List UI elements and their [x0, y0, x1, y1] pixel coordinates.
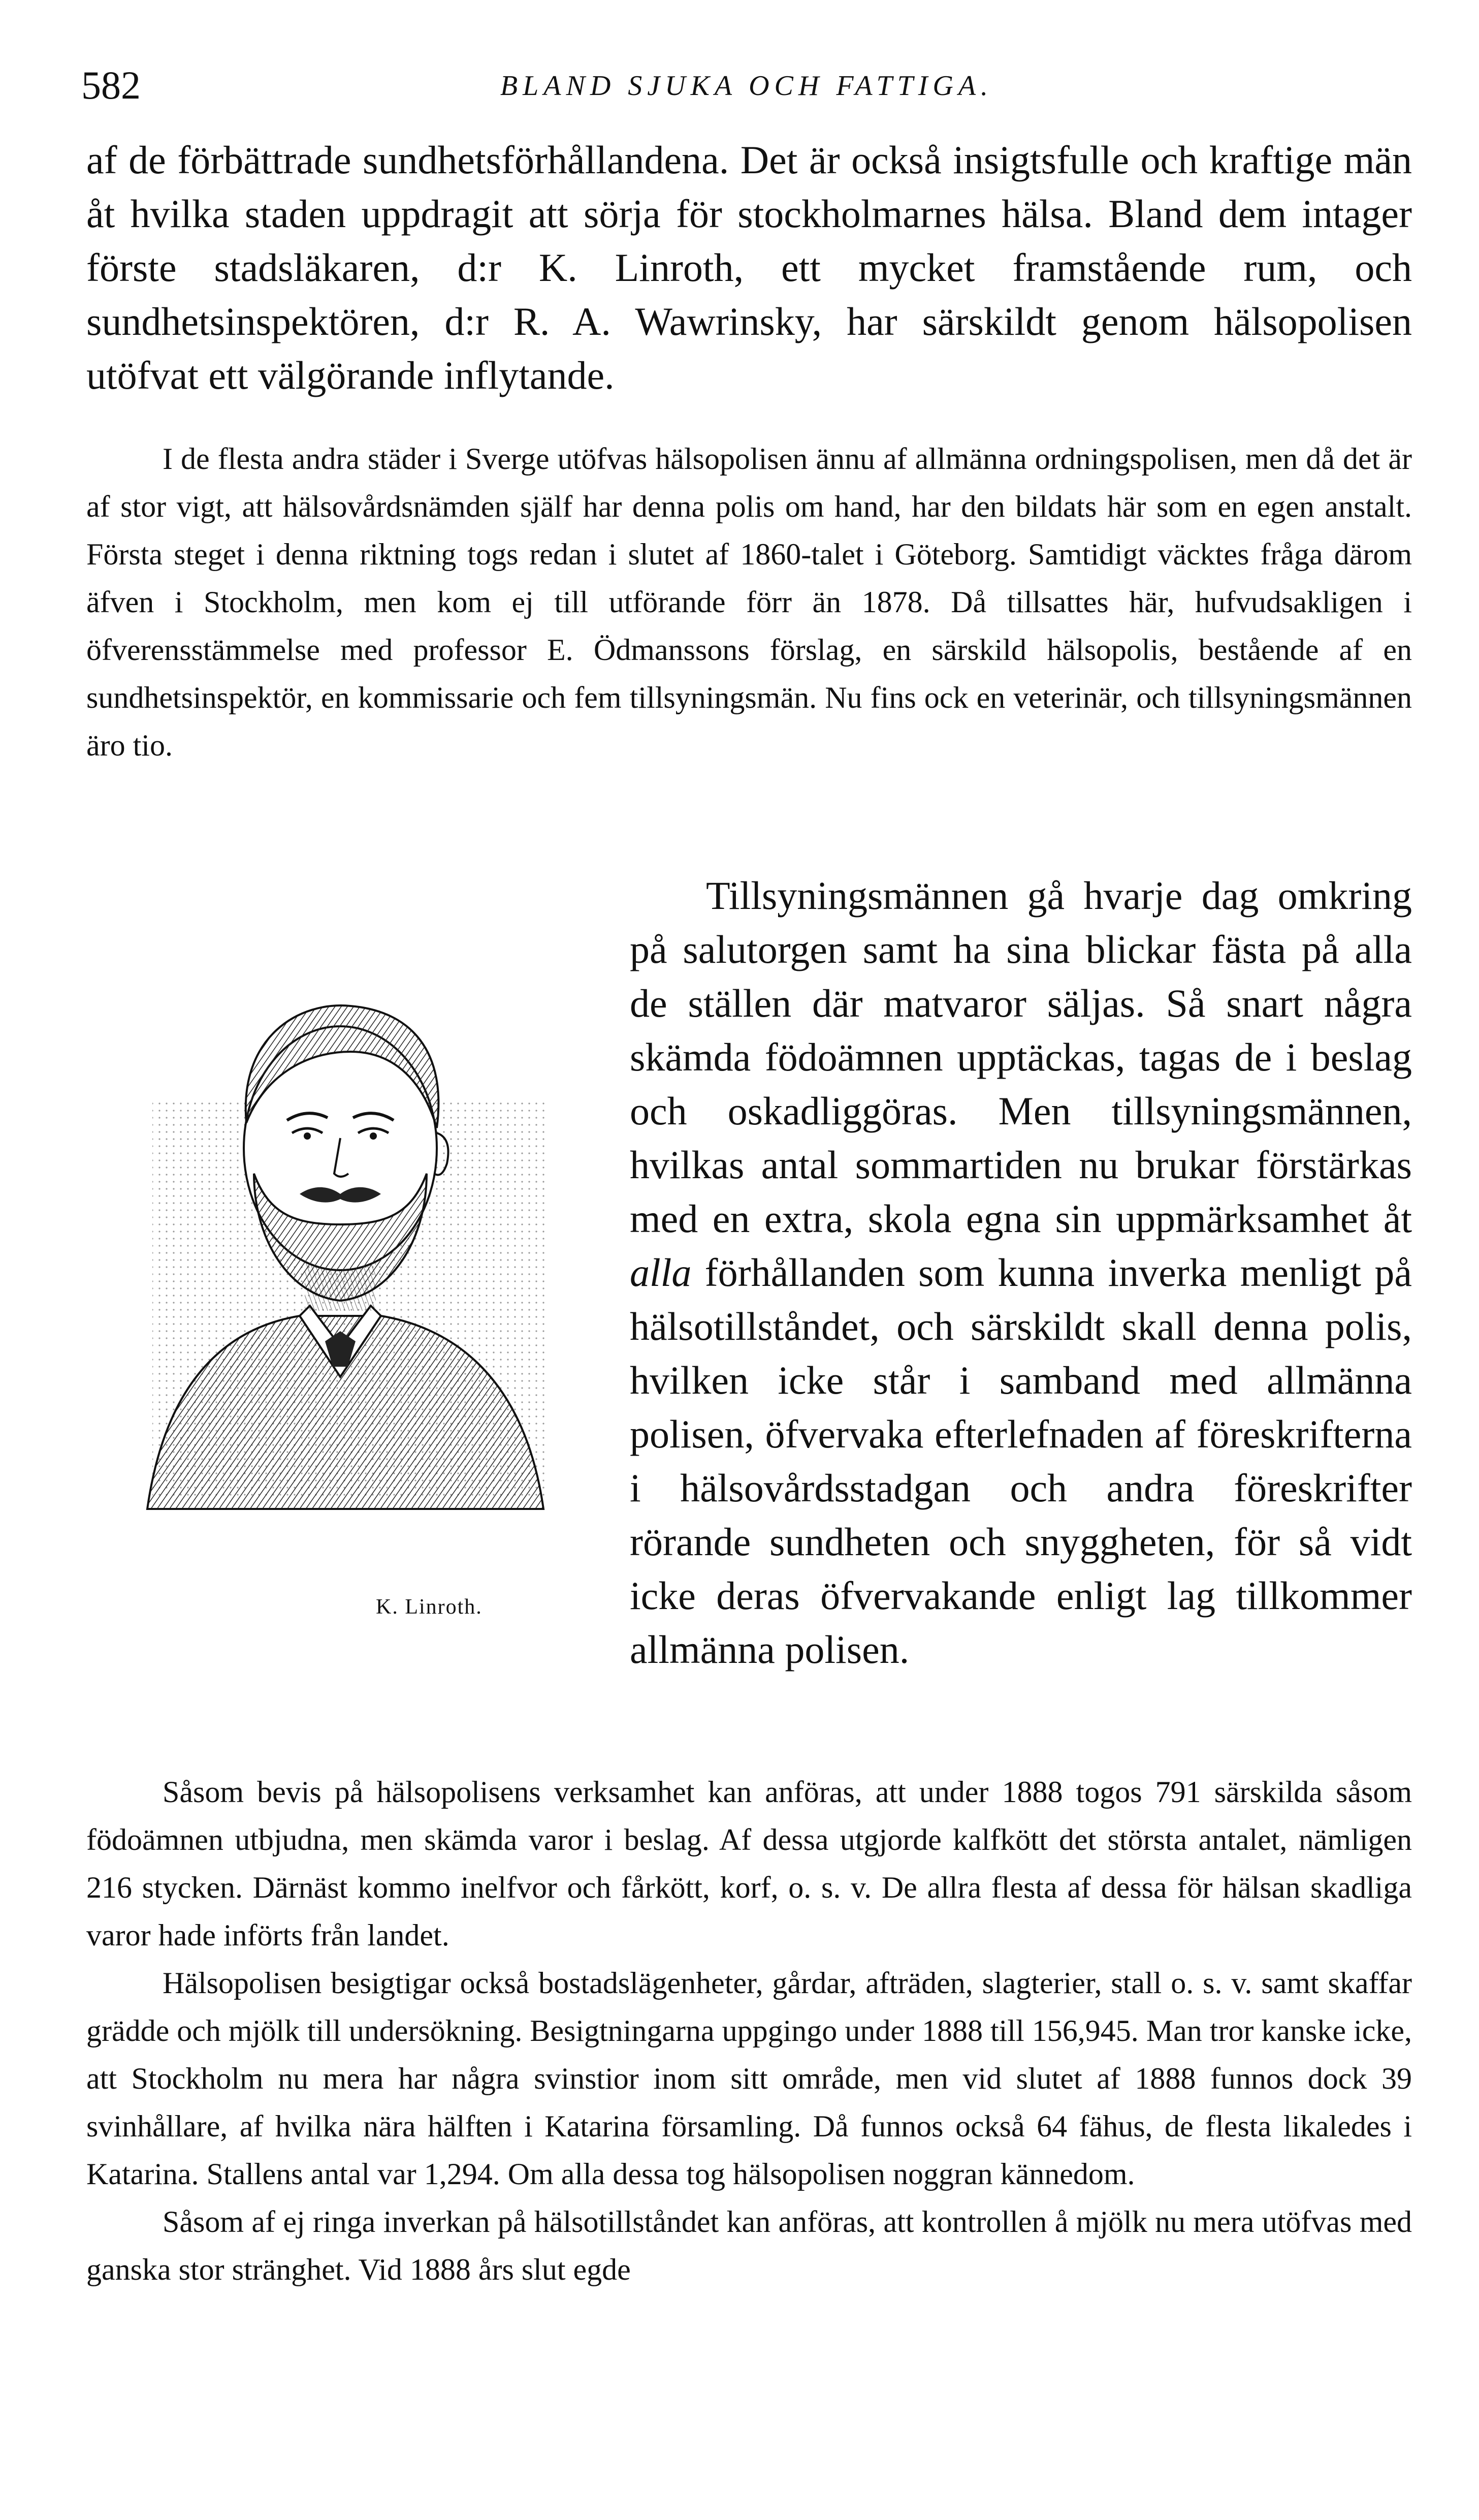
page-number: 582: [81, 63, 141, 107]
paragraph-text-after: förhållanden som kunna inverka menligt på hälsotillståndet, och särskildt skall denna polis, hvilken icke står i samband med allmänna polisen, öfvervaka efterlefnaden af föreskrifterna i hälsovårdsstadgan och andra föreskrifter rörande sundheten och snyggheten, för så vidt icke deras öfvervakande enligt lag tillkommer allmänna polisen.: [630, 1250, 1412, 1672]
paragraph-besigtigar: Hälsopolisen besigtigar också bostadslägenheter, gårdar, afträden, slagterier, stall o. s. v. samt skaffar grädde och mjölk till undersökning. Besigtningarna uppgingo under 1888 till 156,945. Man tror kanske icke, att Stockholm nu mera har några svinstior inom sitt område, men vid slutet af 1888 funnos dock 39 svinhållare, af hvilka nära hälften i Katarina församling. Då funnos också 64 fähus, de flesta likaledes i Katarina. Stallens antal var 1,294. Om alla dessa tog hälsopolisen noggran kännedom.: [86, 1966, 1412, 2191]
portrait-figure: [86, 869, 615, 1651]
page-header: [81, 60, 1412, 116]
paragraph-text-before: Tillsyningsmännen gå hvarje dag omkring på salutorgen samt ha sina blickar fästa på alla de ställen där matvaror säljas. Så snart några skämda födoämnen upptäckas, tagas de i beslag och oskadliggöras. Men tillsyningsmännen, hvilkas antal sommartiden nu brukar förstärkas med en extra, skola egna sin uppmärksamhet åt: [630, 873, 1412, 1241]
paragraph-intro: af de förbättrade sundhetsförhållandena. Det är också insigtsfulle och kraftige män åt hvilka staden uppdragit att sörja för stockholmarnes hälsa. Bland dem intager förste stadsläkaren, d:r K. Linroth, ett mycket framstående rum, och sundhetsinspektören, d:r R. A. Wawrinsky, har särskildt genom hälsopolisen utöfvat ett välgörande inflytande.: [86, 138, 1412, 397]
emphasis-alla: alla: [630, 1250, 692, 1295]
portrait-engraving-icon: [86, 909, 594, 1560]
small-type-section: [86, 1768, 1412, 2293]
portrait-caption: K. Linroth.: [376, 1595, 483, 1619]
paragraph-tillsyningsman: [86, 869, 1412, 1677]
paragraph-ordningspolisen: I de flesta andra städer i Sverge utöfvas hälsopolisen ännu af allmänna ordningspolisen, men då det är af stor vigt, att hälsovårdsnämden själf har denna polis om hand, har den bildats här som en egen anstalt. Första steget i denna riktning togs redan i slutet af 1860-talet i Göteborg. Samtidigt väcktes fråga därom äfven i Stockholm, men kom ej till utförande förr än 1878. Då tillsattes här, hufvudsakligen i öfverensstämmelse med professor E. Ödmanssons förslag, en särskild hälsopolis, bestående af en sundhetsinspektör, en kommissarie och fem tillsyningsmän. Nu fins ock en veterinär, och tillsyningsmännen äro tio.: [86, 442, 1412, 762]
paragraph-mjolk: Såsom af ej ringa inverkan på hälsotillståndet kan anföras, att kontrollen å mjölk nu mera utöfvas med ganska stor stränghet. Vid 1888 års slut egde: [86, 2205, 1412, 2286]
paragraph-bevis: Såsom bevis på hälsopolisens verksamhet kan anföras, att under 1888 togos 791 särskilda såsom födoämnen utbjudna, men skämda varor i beslag. Af dessa utgjorde kalfkött det största antalet, nämligen 216 stycken. Därnäst kommo inelfvor och fårkött, korf, o. s. v. De allra flesta af dessa för hälsan skadliga varor hade införts från landet.: [86, 1775, 1412, 1952]
running-head: BLAND SJUKA OCH FATTIGA.: [500, 70, 993, 102]
